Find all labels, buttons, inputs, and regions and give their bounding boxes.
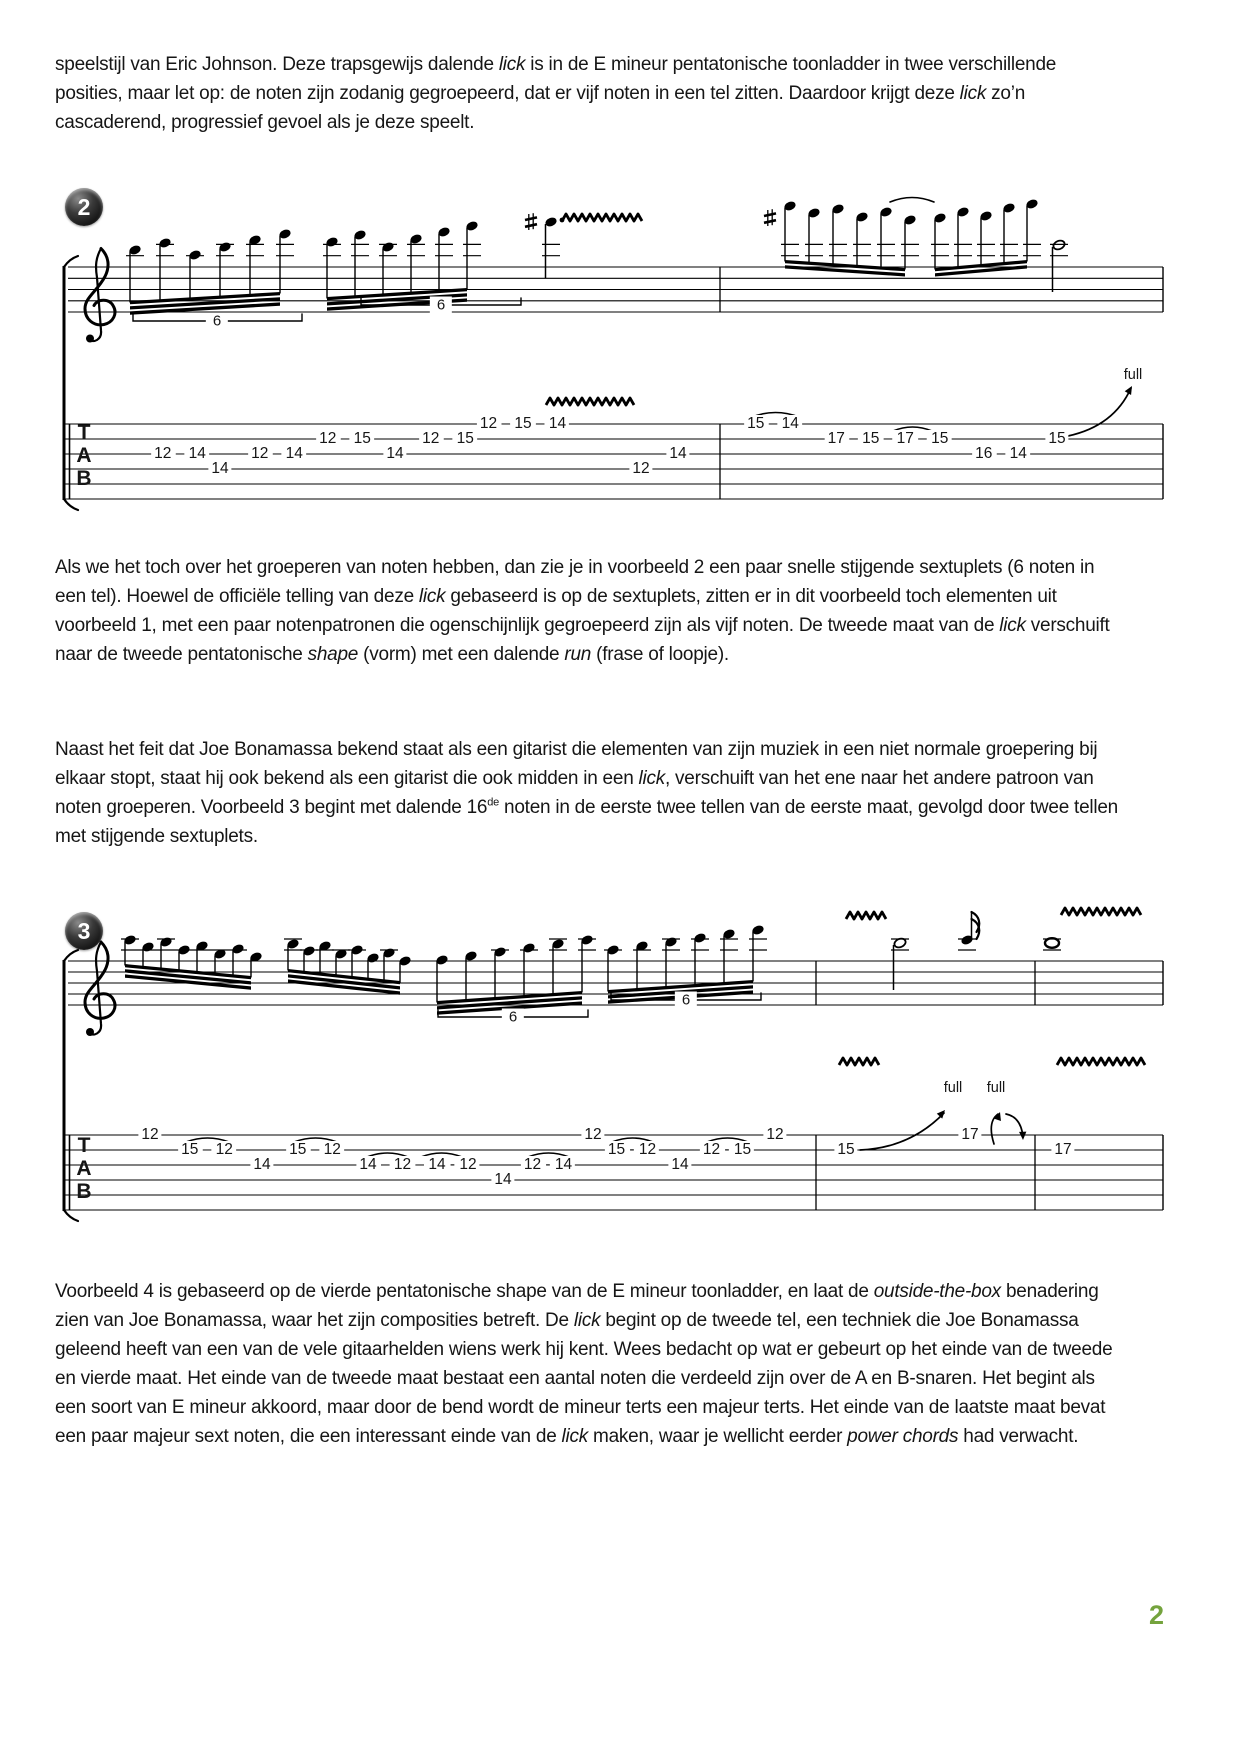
bend-arrow-icon	[1068, 388, 1131, 436]
tab-fret-number: 14 – 12 – 14 - 12	[356, 1156, 479, 1174]
page-number: 2	[1148, 1600, 1164, 1630]
music-example-3	[0, 900, 1240, 1245]
notation-staff-tab-ex2	[0, 160, 1240, 520]
tab-letter: T	[77, 421, 91, 444]
slur-arc	[890, 198, 934, 203]
example-number-badge	[65, 912, 103, 950]
example-number: 3	[77, 917, 91, 944]
bend-arrow-icon	[860, 1113, 944, 1150]
paragraph-intro: speelstijl van Eric Johnson. Deze trapsgewijs dalende lick is in de E mineur pentatonische toonladder in twee verschillende posities, maar let op: de noten zijn zodanig gegroepeerd, dat er vijf noten in een tel zitten. Daardoor krijgt deze lick zo’n cascaderend, progressief gevoel als je deze speelt.	[55, 54, 1057, 133]
tab-fret-number: 15 – 14	[744, 415, 802, 433]
tab-fret-number: 14	[491, 1171, 514, 1189]
system-bracket	[64, 256, 78, 267]
tuplet-number: 6	[675, 992, 697, 1009]
paragraph-example-3: Naast het feit dat Joe Bonamassa bekend staat als een gitarist die elementen van zijn muziek in een niet normale groepering bij elkaar stopt, staat hij ook bekend als een gitarist die ook midden in een lick, verschuift van het ene naar het andere patroon van noten groeperen. Voorbeeld 3 begint met dalende 16de noten in de eerste twee tellen van de eerste maat, gevolgd door twee tellen met stijgende sextuplets.	[55, 739, 1118, 847]
example-number-badge	[65, 188, 103, 226]
tab-fret-number: 17	[958, 1126, 981, 1144]
tab-fret-number: 15	[1045, 430, 1068, 448]
tab-fret-number: 12 – 14	[248, 445, 306, 463]
tab-fret-number: 16 – 14	[972, 445, 1030, 463]
vibrato-icon	[839, 1058, 879, 1065]
tab-fret-number: 14	[250, 1156, 273, 1174]
tab-fret-number: 15 – 12	[178, 1141, 236, 1159]
vibrato-icon	[1057, 1058, 1145, 1065]
tab-fret-number: 14	[383, 445, 406, 463]
tab-fret-number: 12 – 15	[316, 430, 374, 448]
tab-fret-number: 14	[666, 445, 689, 463]
notation-staff-tab-ex3	[0, 900, 1240, 1245]
tab-fret-number: 12	[581, 1126, 604, 1144]
tab-fret-number: 12 – 15 – 14	[477, 415, 569, 433]
vibrato-icon	[846, 912, 886, 919]
bend-full-label: full	[943, 1080, 963, 1096]
vibrato-icon	[1061, 908, 1141, 915]
tab-fret-number: 12 - 14	[521, 1156, 575, 1174]
tab-fret-number: 12	[138, 1126, 161, 1144]
system-bracket	[64, 950, 78, 961]
tab-letter: B	[76, 467, 92, 490]
example-number: 2	[77, 193, 91, 220]
tab-fret-number: 14	[668, 1156, 691, 1174]
tuplet-number: 6	[206, 313, 228, 330]
tab-fret-number: 17	[1051, 1141, 1074, 1159]
paragraph-example-4: Voorbeeld 4 is gebaseerd op de vierde pentatonische shape van de E mineur toonladder, en laat de outside-the-box benadering zien van Joe Bonamassa, waar het zijn composities betreft. De lick begint op de tweede tel, een techniek die Joe Bonamassa geleend heeft van een van de vele gitaarhelden wiens werk hij kent. Wees bedacht op wat er gebeurt op het einde van de tweede en vierde maat. Het einde van de tweede maat bestaat een aantal noten die verdeeld zijn over de A en B-snaren. Het begint als een soort van E mineur akkoord, maar door de bend wordt de mineur terts een majeur terts. Het einde van de laatste maat bevat een paar majeur sext noten, die een interessant einde van de lick maken, waar je wellicht eerder power chords had verwacht.	[55, 1281, 1113, 1447]
tab-letter: A	[76, 1157, 92, 1180]
bend-arrowhead-icon	[1019, 1132, 1026, 1140]
system-bracket	[64, 1210, 78, 1221]
tab-letter: T	[77, 1134, 91, 1157]
tab-fret-number: 12	[629, 460, 652, 478]
tab-fret-number: 17 – 15 – 17 – 15	[825, 430, 952, 448]
bend-full-label: full	[986, 1080, 1006, 1096]
tuplet-number: 6	[430, 297, 452, 314]
tab-fret-number: 12	[763, 1126, 786, 1144]
bend-full-label: full	[1123, 367, 1143, 383]
paragraph-example-2: Als we het toch over het groeperen van noten hebben, dan zie je in voorbeeld 2 een paar snelle stijgende sextuplets (6 noten in een tel). Hoewel de officiële telling van deze lick gebaseerd is op de sextuplets, zitten er in dit voorbeeld toch elementen uit voorbeeld 1, met een paar notenpatronen die ogenschijnlijk gegroepeerd zijn als vijf noten. De tweede maat van de lick verschuift naar de tweede pentatonische shape (vorm) met een dalende run (frase of loopje).	[55, 557, 1110, 665]
vibrato-icon	[546, 398, 634, 405]
vibrato-icon	[562, 214, 642, 221]
tab-fret-number: 12 – 14	[151, 445, 209, 463]
tab-fret-number: 15 - 12	[605, 1141, 659, 1159]
tab-fret-number: 12 - 15	[700, 1141, 754, 1159]
tab-letter: A	[76, 444, 92, 467]
music-example-2	[0, 160, 1240, 520]
tab-fret-number: 14	[208, 460, 231, 478]
tuplet-number: 6	[502, 1009, 524, 1026]
system-bracket	[64, 499, 78, 510]
tab-fret-number: 12 – 15	[419, 430, 477, 448]
tab-letter: B	[76, 1180, 92, 1203]
tab-fret-number: 15 – 12	[286, 1141, 344, 1159]
tab-fret-number: 15	[834, 1141, 857, 1159]
